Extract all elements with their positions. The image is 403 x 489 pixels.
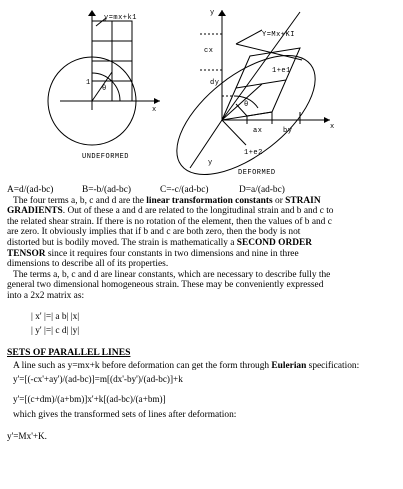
paper-body bbox=[7, 185, 401, 441]
matrix-row-2: | y' |=| c d| |y| bbox=[31, 326, 80, 337]
deformed-cx-label: cx bbox=[204, 47, 214, 55]
undeformed-equation-label: y=mx+k1 bbox=[104, 14, 137, 22]
deformed-x-label: x bbox=[330, 123, 335, 131]
deformed-dy-label: dy bbox=[210, 79, 220, 87]
deformed-caption: DEFORMED bbox=[238, 169, 276, 177]
equation-3: y'=Mx'+K. bbox=[7, 430, 47, 441]
strain-figure-svg bbox=[0, 0, 403, 182]
undeformed-diagram bbox=[48, 10, 160, 145]
strain-figure bbox=[0, 0, 403, 182]
strain-matrix bbox=[7, 312, 401, 337]
section-heading: SETS OF PARALLEL LINES bbox=[7, 346, 131, 358]
deformed-equation-label: Y=Mx+KI bbox=[262, 31, 295, 39]
matrix-row-1: | x' |=| a b| |x| bbox=[31, 311, 80, 322]
paragraph-strain-gradients: The four terms a, b, c and d are the linear transformation constants or STRAIN GRADIENTS. Out of these a and d are related to the longitudinal strain and b and c to the related shear strain. If there is no rotation of the element, then the values of b and c are zero. It obviously implies that if b and c are both zero, then the body is not distorted but is bodily moved. The strain is mathematically a SECOND ORDER TENSOR since it requires four constants in two dimensions and nine in three dimensions to describe all of its properties. bbox=[7, 195, 334, 270]
def-c: C=-c/(ad-bc) bbox=[160, 185, 209, 195]
deformed-by-label: by bbox=[283, 127, 293, 135]
def-b: B=-b/(ad-bc) bbox=[82, 185, 132, 195]
deformed-ax-label: ax bbox=[253, 127, 263, 135]
deformed-angle-label: θ bbox=[244, 101, 249, 109]
deformed-skew-y bbox=[222, 12, 300, 120]
paragraph-transformed: which gives the transformed sets of lines after deformation: bbox=[13, 409, 237, 420]
paragraph-linear-constants: The terms a, b, c and d are linear constants, which are necessary to describe fully the general two dimensional homogeneous strain. These may be conveniently expressed into a 2x2 matrix as: bbox=[7, 269, 331, 301]
deformed-stretch2-label: 1+e2 bbox=[244, 149, 263, 157]
equation-1: y'=[(-cx'+ay')/(ad-bc)]=m[(dx'-by')/(ad-bc)]+k bbox=[13, 373, 183, 384]
undeformed-angle-label: θ bbox=[102, 85, 107, 93]
deformed-y-bottom-label: y bbox=[208, 159, 213, 167]
def-d: D=a/(ad-bc) bbox=[239, 185, 285, 195]
paragraph-eulerian: A line such as y=mx+k before deformation can get the form through Eulerian specification: bbox=[13, 361, 360, 372]
undeformed-caption: UNDEFORMED bbox=[82, 153, 130, 161]
equation-2: y'=[(c+dm)/(a+bm)]x'+k[(ad-bc)/(a+bm)] bbox=[13, 393, 166, 404]
undeformed-x-label: x bbox=[152, 106, 157, 114]
def-a: A=d/(ad-bc) bbox=[7, 185, 54, 195]
definitions-line bbox=[7, 185, 401, 196]
undeformed-unit-label: 1 bbox=[86, 79, 91, 87]
deformed-stretch-label: 1+e1 bbox=[272, 67, 291, 75]
deformed-y-top-label: y bbox=[210, 9, 215, 17]
